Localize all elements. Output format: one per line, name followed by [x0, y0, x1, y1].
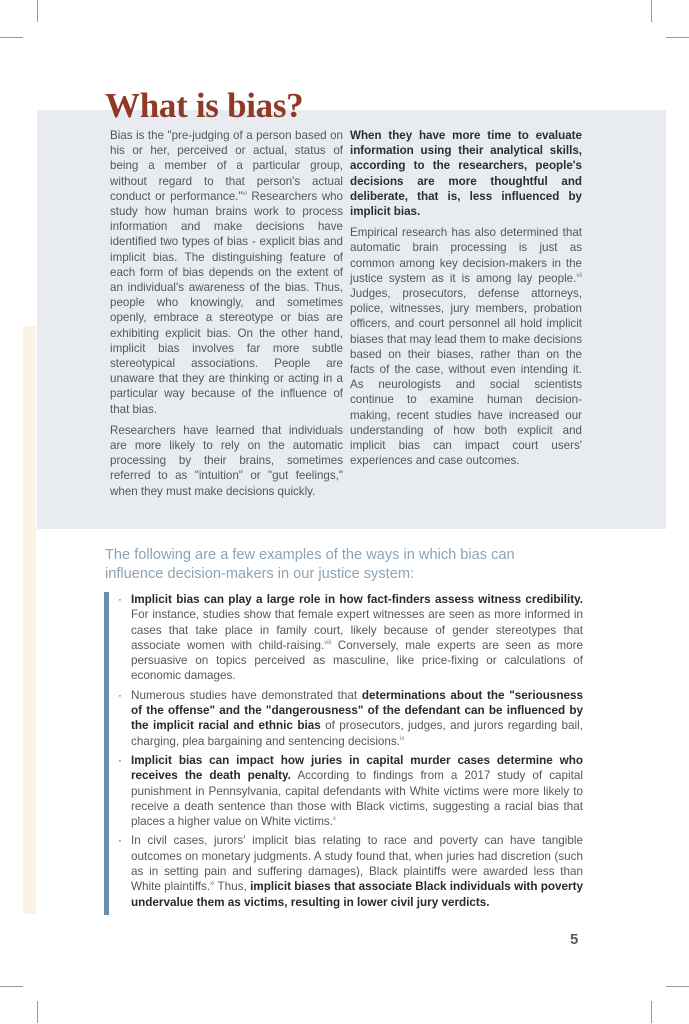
paragraph-bold: When they have more time to evaluate information using their analytical skills, according to the researchers, people's decisions are more thoughtful and deliberate, that is, less influenced by implicit bias. [350, 129, 582, 219]
list-item: · Implicit bias can impact how juries in capital murder cases determine who receives the death penalty. According to findings from a 2017 study of capital punishment in Pennsylvania, capital defendants with White victims were more likely to receive a death sentence than those with Black victims, suggesting a racial bias that places a higher value on White victims.$^x$ [118, 753, 583, 829]
paragraph: Empirical research has also determined that automatic brain processing is just as common among key decision-makers in the justice system as it is among lay people.$^{vii}$ Judges, prosecutors, defense attorneys, police, witnesses, jury members, probation officers, and court personnel all hold implicit biases that may lead them to make decisions based on their biases, rather than on the facts of the case, without even intending it. As neurologists and social scientists continue to examine human decision-making, recent studies have increased our understanding of how both explicit and implicit bias can impact court users' experiences and case outcomes. [350, 226, 582, 468]
page-title: What is bias? [105, 86, 304, 125]
footnote-ref: x [333, 816, 337, 823]
examples-list [118, 592, 583, 914]
bullet-icon: · [118, 593, 122, 606]
crop-mark [37, 0, 38, 22]
footnote-ref: viii [324, 639, 332, 646]
crop-mark [37, 1001, 38, 1023]
left-column [110, 128, 343, 505]
crop-mark [651, 1001, 652, 1023]
page-number: 5 [570, 931, 579, 948]
crop-mark [0, 986, 23, 987]
footnote-ref: xi [210, 881, 215, 888]
footnote-ref: ix [400, 735, 405, 742]
footnote-ref: vi [242, 190, 247, 197]
paragraph: Researchers have learned that individuals are more likely to rely on the automatic processing by their brains, sometimes referred to as "intuition" or "gut feelings," when they must make decisions quickly. [110, 423, 343, 498]
list-item: · Implicit bias can play a large role in how fact-finders assess witness credibility. For instance, studies show that female expert witnesses are seen as more informed in cases that take place in family court, likely because of gender stereotypes that associate women with child-raising.$^{viii}$ Conversely, male experts are seen as more persuasive on topics perceived as masculine, like price-fixing or calculations of economic damages. [118, 593, 584, 683]
crop-mark [651, 0, 652, 22]
crop-mark [666, 37, 689, 38]
footnote-ref: vii [576, 272, 582, 279]
bullet-icon: · [118, 688, 122, 702]
bullet-icon: · [118, 753, 122, 767]
decorative-side-strip [23, 326, 36, 914]
crop-mark [0, 37, 23, 38]
bullet-icon: · [118, 834, 122, 848]
examples-intro: The following are a few examples of the ways in which bias can influence decision-makers in our justice system: [105, 547, 515, 582]
list-item: · Numerous studies have demonstrated that determinations about the "seriousness of the offense" and the "dangerousness" of the defendant can be influenced by the implicit racial and ethnic bias of prosecutors, judges, and jurors regarding bail, charging, plea bargaining and sentencing decisions.$^{ix}$ [118, 688, 583, 748]
crop-mark [666, 986, 689, 987]
accent-bar [104, 592, 109, 915]
paragraph: Bias is the "pre-judging of a person based on his or her, perceived or actual, status of being a member of a particular group, without regard to that person's actual conduct or performance."$^{vi}$ Researchers who study how human brains work to process information and make decisions have identified two types of bias - explicit bias and implicit bias. The distinguishing feature of each form of bias depends on the extent of an individual's awareness of the bias. Thus, people who knowingly, and sometimes openly, embrace a stereotype or bias are exhibiting explicit bias. On the other hand, implicit bias involves far more subtle stereotypical associations. People are unaware that they are thinking or acting in a particular way because of the influence of that bias. [110, 129, 343, 416]
right-column [350, 128, 582, 474]
list-item: · In civil cases, jurors' implicit bias relating to race and poverty can have tangible outcomes on monetary judgments. A study found that, when juries had discretion (such as in setting pain and suffering damages), Black plaintiffs were awarded less than White plaintiffs.$^{xi}$ Thus, implicit biases that associate Black individuals with poverty undervalue them as victims, resulting in lower civil jury verdicts. [118, 834, 583, 909]
